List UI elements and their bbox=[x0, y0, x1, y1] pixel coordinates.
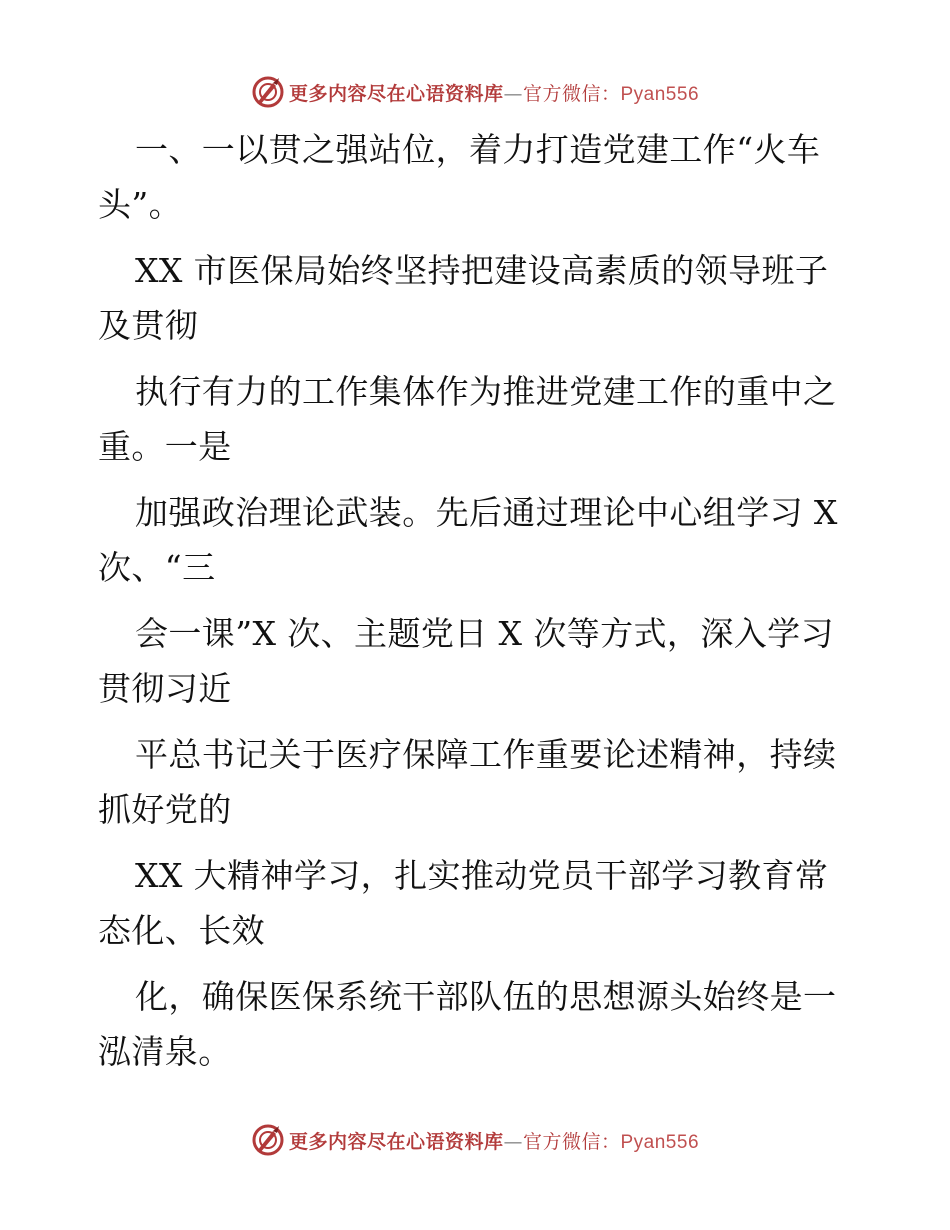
paragraph: 一、一以贯之强站位，着力打造党建工作“火车头”。 bbox=[98, 130, 821, 224]
paragraph: 会一课”X 次、主题党日 X 次等方式，深入学习贯彻习近 bbox=[98, 614, 834, 708]
paragraph: XX 大精神学习，扎实推动党员干部学习教育常态化、长效 bbox=[98, 856, 829, 950]
document-body bbox=[98, 122, 858, 1090]
paragraph: 加强政治理论武装。先后通过理论中心组学习 X 次、“三 bbox=[98, 493, 849, 587]
watermark-sub-text: 官方微信： bbox=[522, 1130, 621, 1153]
quill-logo-icon bbox=[251, 1123, 285, 1157]
quill-logo-icon bbox=[251, 75, 285, 109]
watermark-wechat-id: Pyan556 bbox=[620, 83, 700, 105]
paragraph: 执行有力的工作集体作为推进党建工作的重中之重。一是 bbox=[98, 372, 837, 466]
watermark-sub-text: 官方微信： bbox=[522, 82, 621, 105]
watermark-main-text: 更多内容尽在心语资料库 bbox=[288, 1130, 504, 1153]
paragraph: 化，确保医保系统干部队伍的思想源头始终是一泓清泉。 bbox=[98, 977, 837, 1071]
header-watermark bbox=[0, 72, 950, 112]
paragraph: XX 市医保局始终坚持把建设高素质的领导班子及贯彻 bbox=[98, 251, 829, 345]
watermark-main-text: 更多内容尽在心语资料库 bbox=[288, 82, 504, 105]
watermark-wechat-id: Pyan556 bbox=[620, 1131, 700, 1153]
watermark-dash: — bbox=[503, 1130, 523, 1153]
paragraph: 平总书记关于医疗保障工作重要论述精神，持续抓好党的 bbox=[98, 735, 837, 829]
watermark-dash: — bbox=[503, 82, 523, 105]
footer-watermark bbox=[0, 1120, 950, 1160]
